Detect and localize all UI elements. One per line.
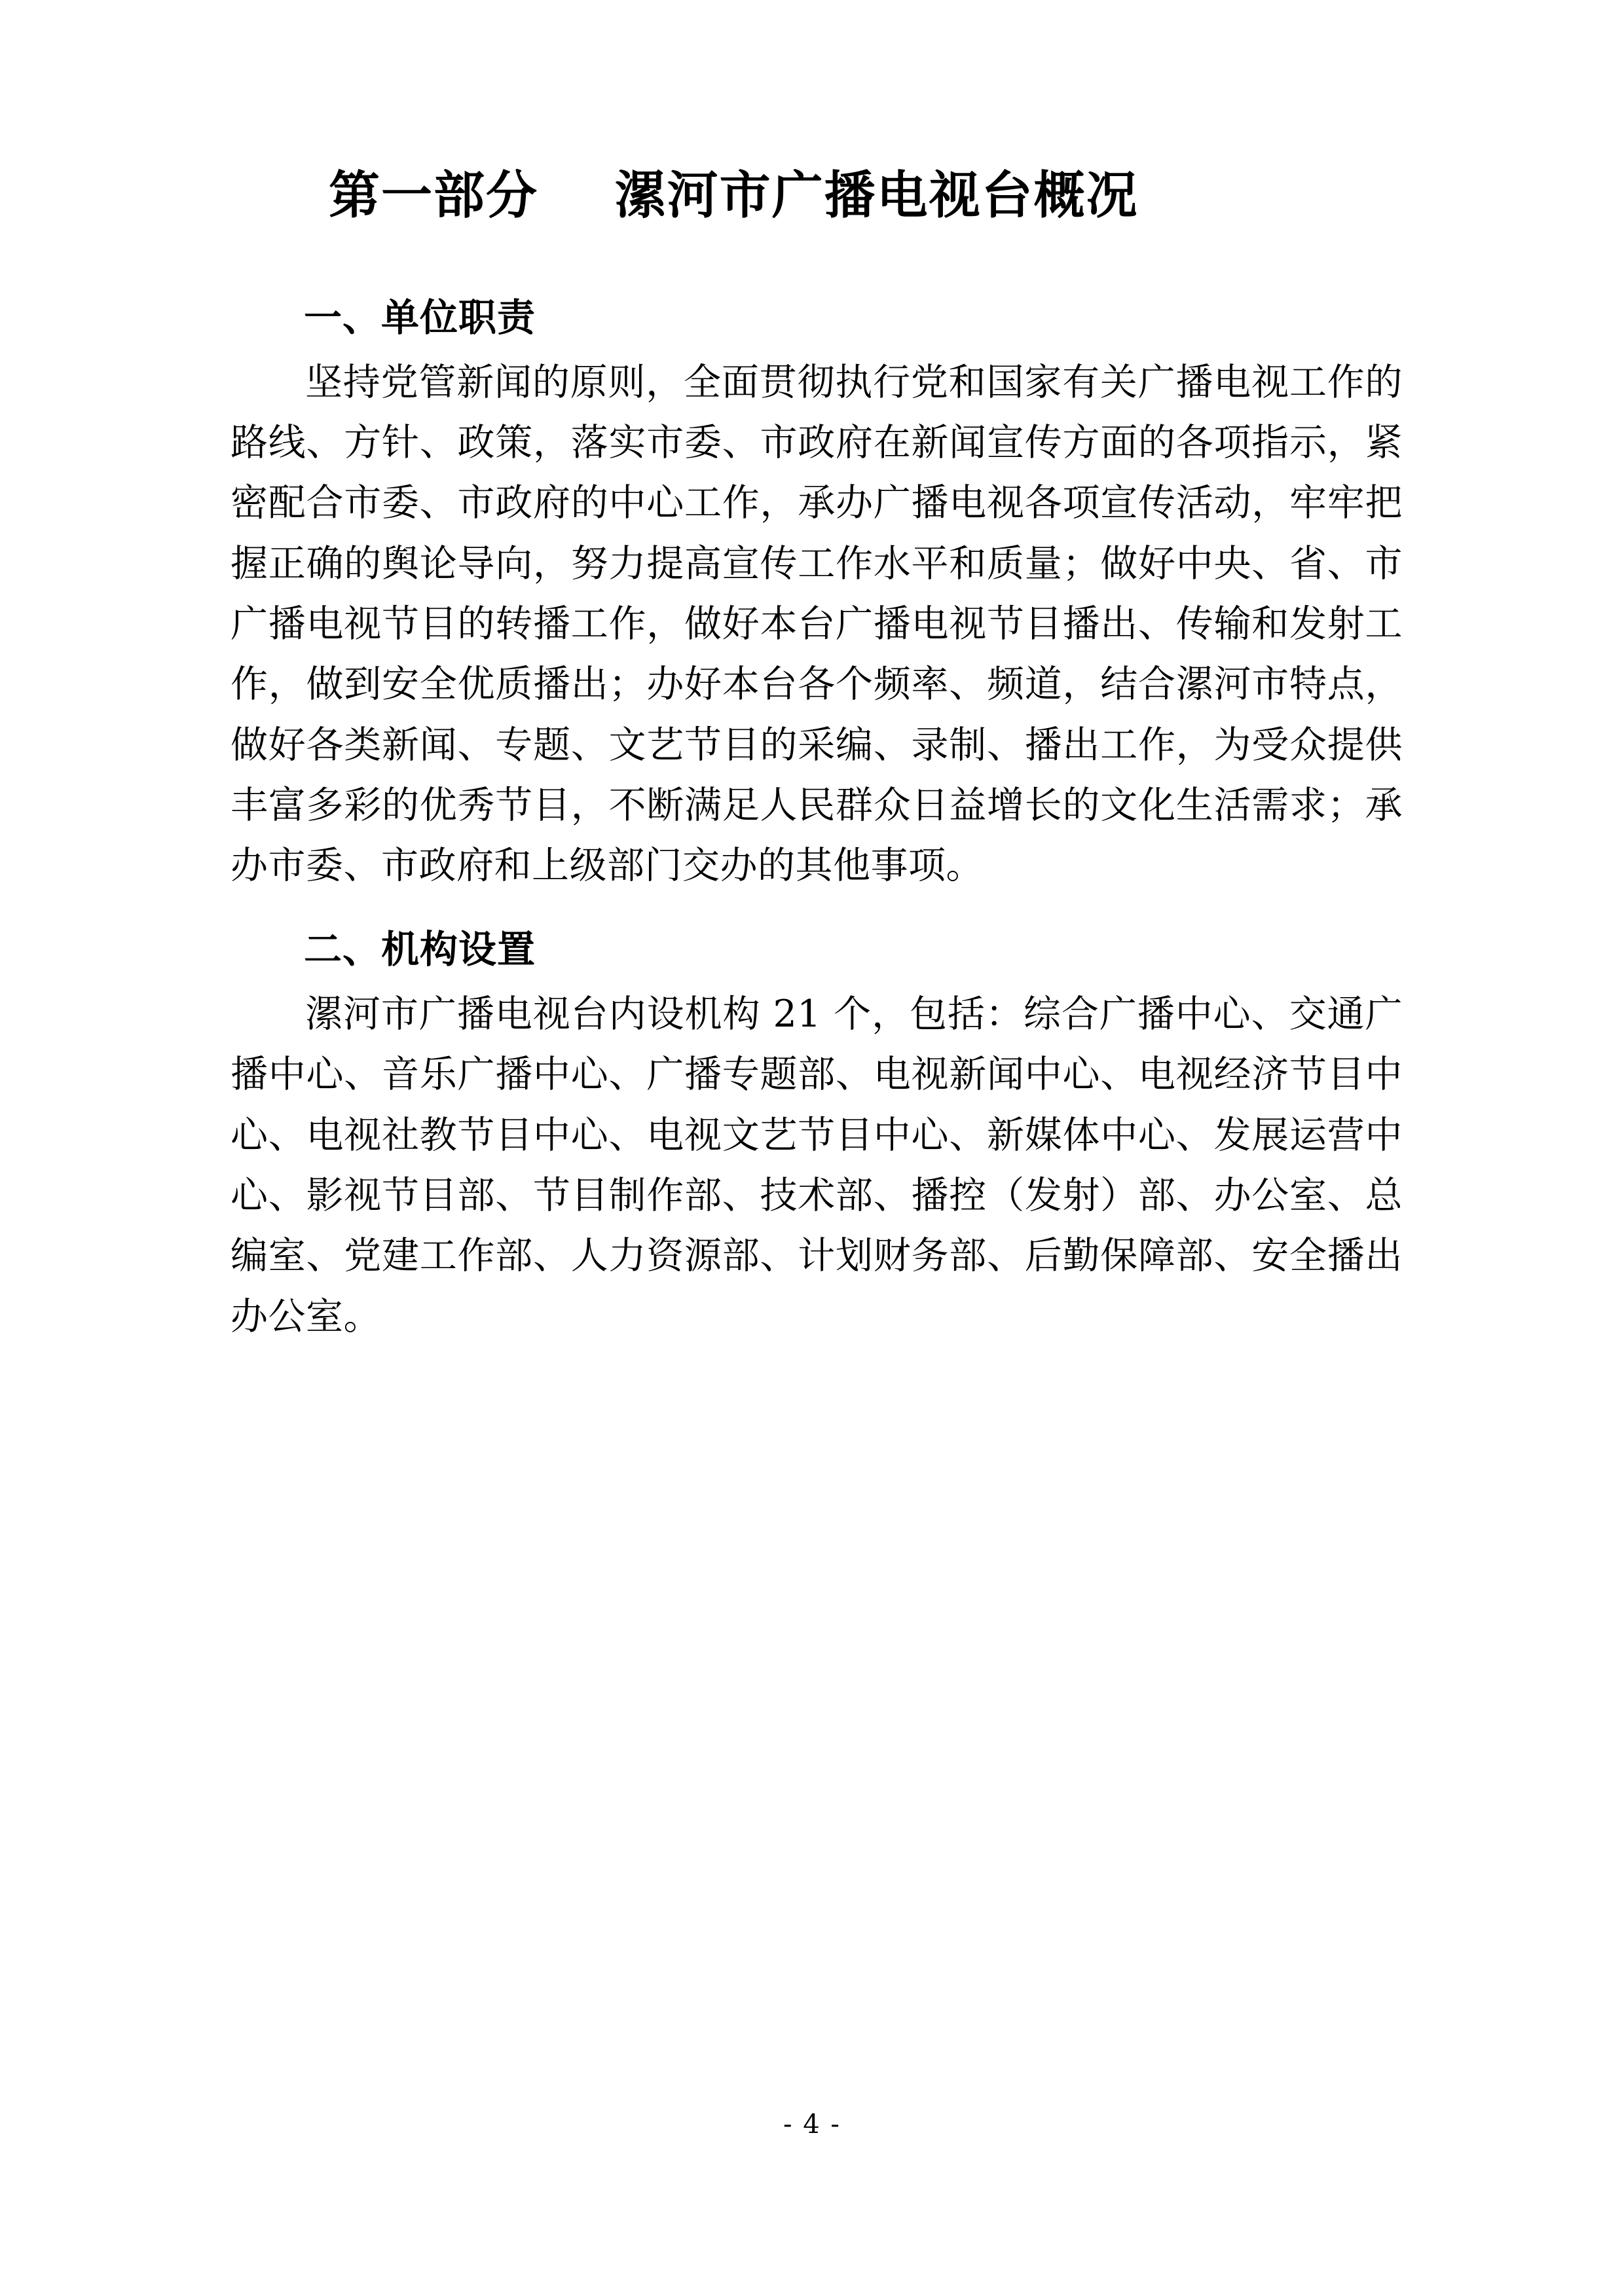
section-heading-duties: 一、单位职责 [304,295,536,340]
section-paragraph-organization: 漯河市广播电视台内设机构 21 个，包括：综合广播中心、交通广播中心、音乐广播中心、广播专题部、电视新闻中心、电视经济节目中心、电视社教节目中心、电视文艺节目中心、新媒体中心、发展运营中心、影视节目部、节目制作部、技术部、播控（发射）部、办公室、总编室、党建工作部、人力资源部、计划财务部、后勤保障部、安全播出办公室。 [231,993,1403,1338]
section-paragraph-duties: 坚持党管新闻的原则，全面贯彻执行党和国家有关广播电视工作的路线、方针、政策，落实市委、市政府在新闻宣传方面的各项指示，紧密配合市委、市政府的中心工作，承办广播电视各项宣传活动，牢牢把握正确的舆论导向，努力提高宣传工作水平和质量；做好中央、省、市广播电视节目的转播工作，做好本台广播电视节目播出、传输和发射工作，做到安全优质播出；办好本台各个频率、频道，结合漯河市特点，做好各类新闻、专题、文艺节目的采编、录制、播出工作，为受众提供丰富多彩的优秀节目，不断满足人民群众日益增长的文化生活需求；承办市委、市政府和上级部门交办的其他事项。 [231,360,1403,888]
document-content [231,164,1403,1374]
page-title: 第一部分 漯河市广播电视台概况 [329,166,1139,225]
section-heading-organization: 二、机构设置 [304,926,536,972]
page-number: - 4 - [783,2109,841,2140]
